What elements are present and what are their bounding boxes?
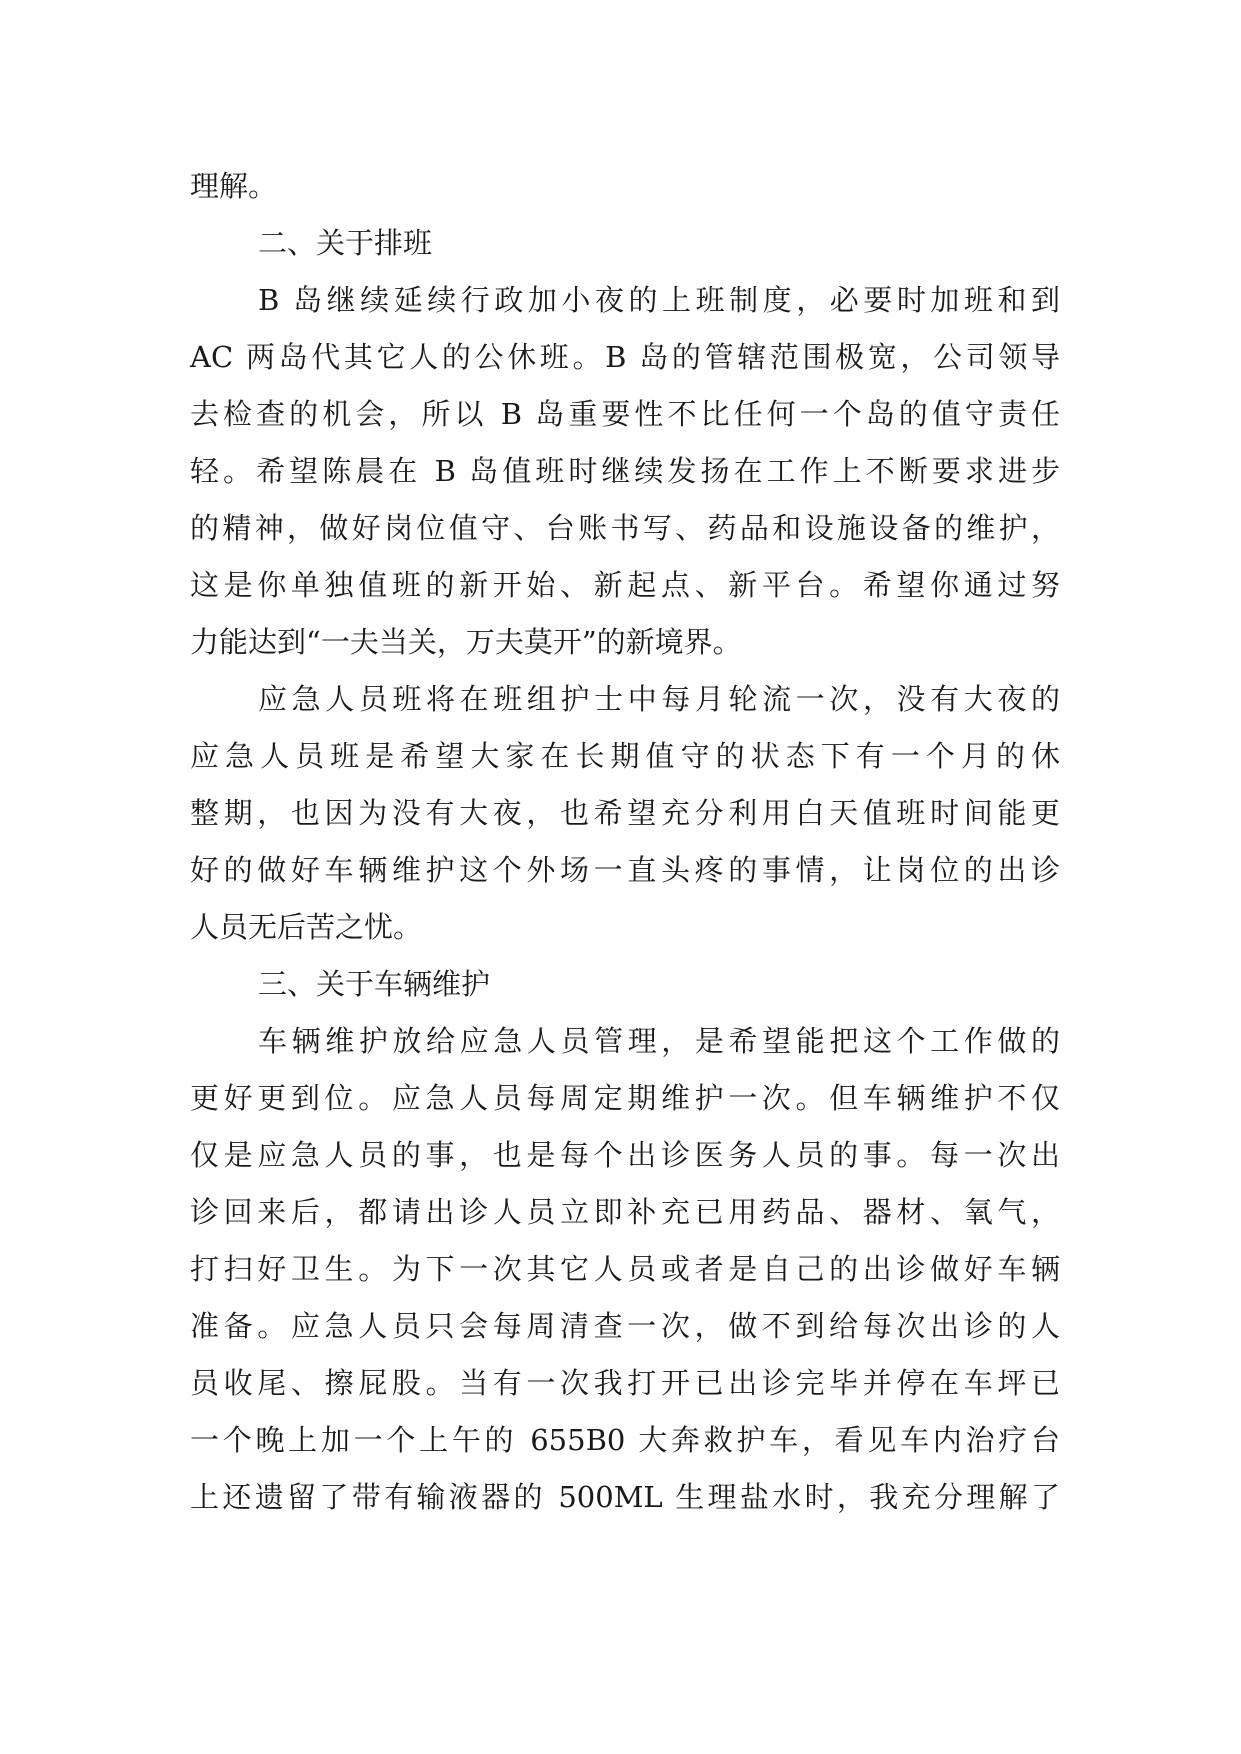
text-line: 的精神，做好岗位值守、台账书写、药品和设施设备的维护， — [190, 511, 1060, 545]
text-line: 上还遗留了带有输液器的 500ML 生理盐水时，我充分理解了 — [190, 1480, 1060, 1514]
text-line: 人员无后苦之忧。 — [190, 910, 423, 944]
section-heading-vehicle-maintenance: 三、关于车辆维护 — [258, 967, 491, 1001]
text-line: 应急人员班是希望大家在长期值守的状态下有一个月的休 — [190, 739, 1060, 773]
text-line: 准备。应急人员只会每周清查一次，做不到给每次出诊的人 — [190, 1309, 1060, 1343]
text-line: 员收尾、擦屁股。当有一次我打开已出诊完毕并停在车坪已 — [190, 1366, 1060, 1400]
text-line: AC 两岛代其它人的公休班。B 岛的管辖范围极宽，公司领导 — [190, 340, 1060, 374]
text-line: 理解。 — [190, 169, 278, 203]
text-line: 轻。希望陈晨在 B 岛值班时继续发扬在工作上不断要求进步 — [190, 454, 1060, 488]
text-line: 车辆维护放给应急人员管理，是希望能把这个工作做的 — [258, 1024, 1060, 1058]
text-line: 这是你单独值班的新开始、新起点、新平台。希望你通过努 — [190, 568, 1060, 602]
section-heading-scheduling: 二、关于排班 — [258, 226, 433, 260]
text-line: 好的做好车辆维护这个外场一直头疼的事情，让岗位的出诊 — [190, 853, 1060, 887]
text-line: B 岛继续延续行政加小夜的上班制度，必要时加班和到 — [258, 283, 1060, 317]
text-line: 去检查的机会，所以 B 岛重要性不比任何一个岛的值守责任 — [190, 397, 1060, 431]
text-line: 力能达到“一夫当关，万夫莫开”的新境界。 — [190, 625, 742, 659]
text-line: 应急人员班将在班组护士中每月轮流一次，没有大夜的 — [258, 682, 1060, 716]
text-line: 一个晚上加一个上午的 655B0 大奔救护车，看见车内治疗台 — [190, 1423, 1060, 1457]
text-line: 仅是应急人员的事，也是每个出诊医务人员的事。每一次出 — [190, 1138, 1060, 1172]
body-text — [190, 158, 1060, 1526]
text-line: 更好更到位。应急人员每周定期维护一次。但车辆维护不仅 — [190, 1081, 1060, 1115]
text-line: 诊回来后，都请出诊人员立即补充已用药品、器材、氧气， — [190, 1195, 1060, 1229]
text-line: 打扫好卫生。为下一次其它人员或者是自己的出诊做好车辆 — [190, 1252, 1060, 1286]
text-line: 整期，也因为没有大夜，也希望充分利用白天值班时间能更 — [190, 796, 1060, 830]
